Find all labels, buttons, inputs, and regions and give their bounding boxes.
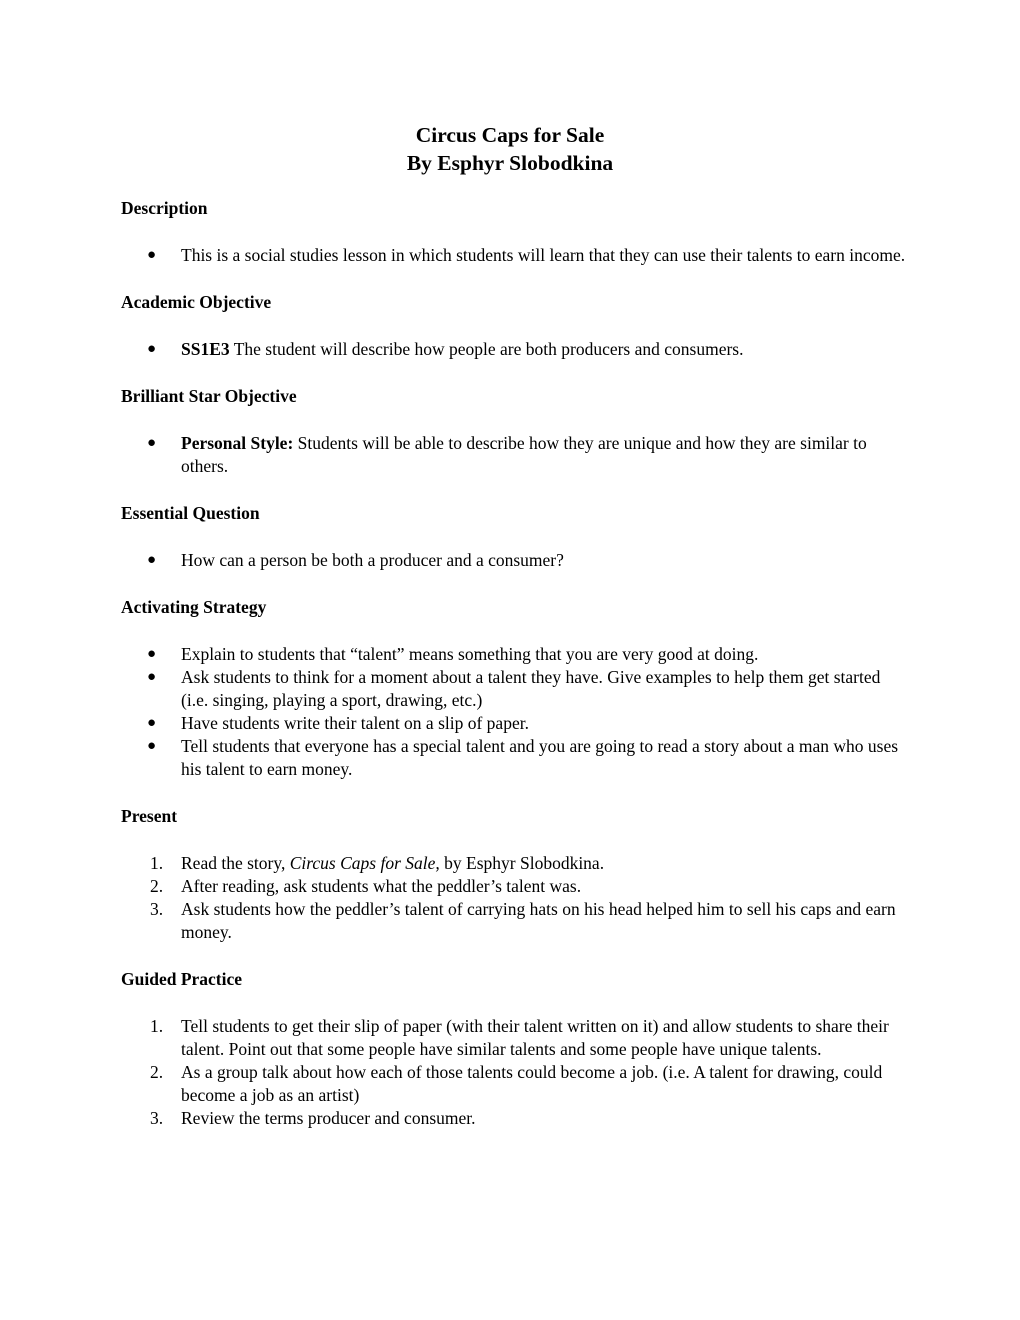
list-item-text: After reading, ask students what the peddler’s talent was. (181, 876, 582, 896)
bullet-icon: ● (147, 738, 157, 754)
bullet-icon: ● (147, 435, 157, 451)
standard-code: SS1E3 (181, 339, 230, 359)
bullet-icon: ● (147, 715, 157, 731)
list-number: 1. (150, 1016, 164, 1036)
essential-question-list (121, 549, 911, 572)
present-list (121, 852, 911, 944)
description-list (121, 244, 911, 267)
bullet-icon: ● (147, 341, 157, 357)
list-number: 1. (150, 853, 164, 873)
bullet-icon: ● (147, 646, 157, 662)
list-number: 2. (150, 876, 164, 896)
list-item-text: Ask students how the peddler’s talent of carrying hats on his head helped him to sell his caps and earn money. (181, 899, 896, 942)
list-item (121, 244, 911, 267)
objective-term: Personal Style: (181, 433, 294, 453)
list-item-text: This is a social studies lesson in which students will learn that they can use their talents to earn income. (181, 245, 906, 265)
list-item-text: The student will describe how people are both producers and consumers. (229, 339, 744, 359)
list-item-text: Have students write their talent on a slip of paper. (181, 713, 529, 733)
list-item-text: How can a person be both a producer and a consumer? (181, 550, 564, 570)
list-item (121, 1015, 911, 1061)
list-item-text: Students will be able to describe how they are unique and how they are similar to others. (181, 433, 867, 476)
list-number: 2. (150, 1062, 164, 1082)
section-heading-brilliant-star: Brilliant Star Objective (121, 386, 297, 406)
document-title: Circus Caps for Sale (415, 123, 605, 147)
list-number: 3. (150, 1108, 164, 1128)
bullet-icon: ● (147, 552, 157, 568)
list-item (121, 338, 911, 361)
list-item (121, 432, 911, 478)
section-heading-present: Present (121, 806, 178, 826)
list-item (121, 735, 911, 781)
list-item (121, 898, 911, 944)
document-body (121, 197, 911, 1154)
list-item-text: As a group talk about how each of those talents could become a job. (i.e. A talent for drawing, could become a job as an artist) (181, 1062, 883, 1105)
section-heading-activating-strategy: Activating Strategy (121, 597, 267, 617)
section-heading-academic-objective: Academic Objective (121, 292, 272, 312)
section-heading-guided-practice: Guided Practice (121, 969, 243, 989)
list-item-text: Read the story, (181, 853, 290, 873)
list-item (121, 875, 911, 898)
list-item-text: Tell students to get their slip of paper (with their talent written on it) and allow students to share their talent. Point out that some people have similar talents and some people have unique talents. (181, 1016, 889, 1059)
section-heading-description: Description (121, 198, 208, 218)
list-item (121, 712, 911, 735)
list-number: 3. (150, 899, 164, 919)
title-block (0, 121, 1020, 177)
list-item (121, 666, 911, 712)
list-item-text: Ask students to think for a moment about a talent they have. Give examples to help them get started (i.e. singing, playing a sport, drawing, etc.) (181, 667, 881, 710)
list-item-text: Explain to students that “talent” means something that you are very good at doing. (181, 644, 759, 664)
list-item-text: by Esphyr Slobodkina. (439, 853, 605, 873)
list-item-text: Tell students that everyone has a special talent and you are going to read a story about a man who uses his talent to earn money. (181, 736, 899, 779)
document-byline: By Esphyr Slobodkina (406, 151, 614, 175)
list-item (121, 1107, 911, 1130)
book-title: Circus Caps for Sale, (289, 853, 440, 873)
list-item (121, 643, 911, 666)
list-item (121, 852, 911, 875)
section-heading-essential-question: Essential Question (121, 503, 260, 523)
list-item (121, 549, 911, 572)
academic-objective-list (121, 338, 911, 361)
brilliant-star-list (121, 432, 911, 478)
list-item-text: Review the terms producer and consumer. (181, 1108, 476, 1128)
bullet-icon: ● (147, 669, 157, 685)
bullet-icon: ● (147, 247, 157, 263)
list-item (121, 1061, 911, 1107)
activating-strategy-list (121, 643, 911, 781)
guided-practice-list (121, 1015, 911, 1130)
